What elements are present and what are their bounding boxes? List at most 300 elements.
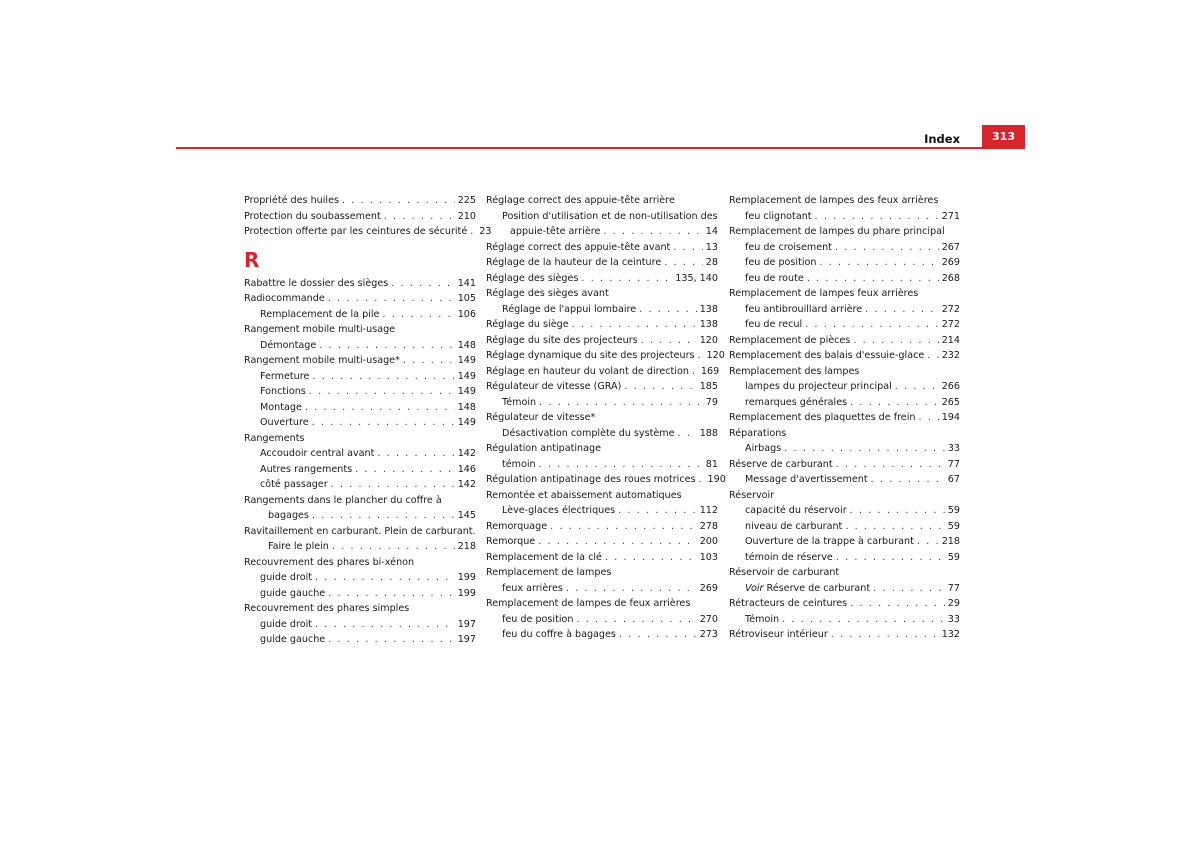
index-subentry (729, 503, 960, 519)
entry-label: capacité du réservoir (745, 505, 847, 516)
index-subentry (244, 539, 476, 555)
index-entry (244, 601, 476, 617)
dot-leader (918, 410, 938, 426)
entry-page-ref: 59 (947, 520, 960, 532)
entry-page-ref: 218 (941, 536, 960, 547)
entry-label: Accoudoir central avant (260, 448, 375, 459)
dot-leader (581, 271, 672, 287)
index-entry (486, 317, 718, 333)
entry-page-ref: 138 (699, 319, 718, 330)
entry-label: Remplacement de lampes du phare principal (729, 226, 945, 237)
index-subentry (486, 395, 718, 411)
dot-leader (871, 472, 945, 488)
dot-leader (403, 353, 455, 369)
index-entry (729, 410, 960, 426)
index-subentry (244, 338, 476, 354)
entry-page-ref: 148 (457, 401, 476, 413)
index-subentry (729, 395, 960, 411)
page-title: Index (924, 132, 960, 146)
index-subentry (486, 503, 718, 519)
dot-leader (312, 508, 455, 524)
entry-page-ref: 106 (457, 308, 476, 320)
entry-label: Réglage en hauteur du volant de direction (486, 365, 689, 377)
dot-leader (835, 240, 939, 256)
entry-page-ref: 138 (699, 303, 718, 315)
index-entry (486, 488, 718, 504)
section-letter: R (244, 247, 260, 272)
dot-leader (641, 333, 697, 349)
dot-leader (391, 276, 454, 292)
index-entry (244, 524, 476, 540)
entry-label: Remplacement de lampes des feux arrières (729, 195, 939, 206)
dot-leader (782, 612, 945, 628)
dot-leader (539, 457, 703, 473)
entry-label: Propriété des huiles (244, 195, 339, 206)
entry-label: feu antibrouillard arrière (745, 303, 863, 315)
entry-page-ref: 148 (457, 339, 476, 351)
entry-page-ref: 149 (457, 370, 476, 382)
entry-label: lampes du projecteur principal (745, 381, 892, 392)
entry-page-ref: 120 (699, 334, 718, 346)
entry-label: Remplacement des lampes (729, 365, 860, 377)
entry-page-ref: 269 (699, 582, 718, 594)
index-subentry (729, 472, 960, 488)
index-subentry (244, 508, 476, 524)
dot-leader (328, 586, 455, 602)
entry-prefix: Voir (745, 582, 764, 594)
entry-label: Lève-glaces électriques (502, 505, 616, 516)
entry-page-ref: 81 (705, 458, 718, 470)
index-subentry (729, 209, 960, 225)
entry-label: Réglage de la hauteur de la ceinture (486, 257, 662, 268)
entry-label: Rangements dans le plancher du coffre à (244, 494, 442, 506)
entry-label: Réglage de l'appui lombaire (502, 303, 637, 315)
index-entry (486, 596, 718, 612)
dot-leader (331, 477, 455, 493)
entry-label: témoin (502, 458, 536, 470)
entry-label: Rangement mobile multi-usage (244, 324, 396, 335)
dot-leader (873, 581, 945, 597)
index-subentry (729, 441, 960, 457)
entry-label: Réglage des sièges (486, 272, 579, 284)
entry-label: Rangements (244, 432, 305, 444)
index-entry (244, 291, 476, 307)
entry-page-ref: 197 (457, 618, 476, 630)
index-subentry (729, 550, 960, 566)
dot-leader (603, 224, 702, 240)
index-subentry (729, 519, 960, 535)
entry-label: feu de croisement (745, 241, 832, 253)
index-entry (729, 286, 960, 302)
entry-label: Rabattre le dossier des sièges (244, 277, 389, 289)
entry-label: feu de route (745, 272, 804, 284)
index-subentry (486, 457, 718, 473)
dot-leader (831, 627, 939, 643)
dot-leader (312, 369, 454, 385)
index-subentry (729, 317, 960, 333)
dot-leader (836, 550, 945, 566)
dot-leader (538, 534, 696, 550)
entry-label: Recouvrement des phares bi-xénon (244, 556, 415, 568)
index-entry (486, 193, 718, 209)
index-entry (729, 627, 960, 643)
dot-leader (382, 307, 454, 323)
entry-page-ref: 149 (457, 355, 476, 366)
entry-label: Réservoir (729, 489, 775, 501)
dot-leader (853, 333, 938, 349)
dot-leader (576, 612, 696, 628)
dot-leader (927, 348, 938, 364)
dot-leader (328, 291, 455, 307)
index-subentry (244, 400, 476, 416)
index-entry (244, 209, 476, 225)
index-entry (486, 379, 718, 395)
dot-leader (342, 193, 455, 209)
index-entry (244, 224, 492, 240)
entry-label: Régulateur de vitesse (GRA) (486, 381, 622, 392)
entry-page-ref: 120 (706, 350, 725, 361)
index-subentry (244, 415, 476, 431)
dot-leader (315, 570, 455, 586)
index-subentry (244, 617, 476, 633)
entry-page-ref: 214 (941, 334, 960, 346)
index-entry (244, 555, 476, 571)
entry-label: feu de position (745, 257, 817, 268)
entry-page-ref: 142 (457, 448, 476, 459)
index-subentry (729, 534, 960, 550)
dot-leader (845, 519, 944, 535)
entry-label: guide gauche (260, 587, 326, 599)
entry-label: Message d'avertissement (745, 474, 868, 485)
dot-leader (836, 457, 945, 473)
entry-page-ref: 23 (479, 226, 492, 237)
entry-page-ref: 14 (705, 226, 718, 237)
entry-page-ref: 13 (705, 241, 718, 253)
entry-page-ref: 278 (699, 520, 718, 532)
entry-label: Remplacement des balais d'essuie-glace (729, 350, 925, 361)
entry-page-ref: 145 (457, 510, 476, 521)
index-entry (729, 596, 960, 612)
entry-label: Remplacement de lampes (486, 567, 612, 578)
entry-page-ref: 169 (700, 365, 720, 377)
dot-leader (917, 534, 939, 550)
index-subentry (244, 570, 476, 586)
entry-label: Réglage du site des projecteurs (486, 334, 638, 346)
dot-leader (639, 302, 697, 318)
entry-label: Témoin (502, 396, 537, 408)
index-entry (729, 488, 960, 504)
index-entry (244, 276, 476, 292)
entry-page-ref: 77 (947, 582, 960, 594)
entry-label: Réparations (729, 427, 787, 439)
dot-leader (328, 632, 455, 648)
index-subentry (486, 302, 718, 318)
entry-label: témoin de réserve (745, 551, 833, 563)
entry-page-ref: 269 (941, 257, 960, 268)
dot-leader (618, 503, 697, 519)
index-entry (486, 534, 718, 550)
entry-label: Remontée et abaissement automatiques (486, 489, 682, 501)
entry-page-ref: 225 (457, 195, 476, 206)
entry-page-ref: 273 (699, 629, 718, 640)
header-rule (176, 147, 1025, 149)
dot-leader (384, 209, 455, 225)
index-entry (244, 193, 476, 209)
entry-page-ref: 270 (699, 613, 718, 625)
entry-page-ref: 190 (707, 474, 726, 485)
entry-page-ref: 265 (941, 396, 960, 408)
dot-leader (664, 255, 703, 271)
entry-page-ref: 185 (699, 381, 718, 392)
dot-leader (815, 209, 939, 225)
entry-label: Réservoir de carburant (729, 567, 840, 578)
entry-label: Réglage correct des appuie-tête arrière (486, 195, 675, 206)
entry-label: Rétracteurs de ceintures (729, 598, 848, 609)
index-entry (486, 286, 718, 302)
entry-page-ref: 146 (457, 463, 476, 475)
dot-leader (673, 240, 702, 256)
index-subentry (486, 627, 718, 643)
dot-leader (319, 338, 454, 354)
entry-page-ref: 267 (941, 241, 960, 253)
index-subentry (729, 302, 960, 318)
entry-label: Réglage dynamique du site des projecteurs (486, 350, 695, 361)
entry-label: Remplacement de pièces (729, 334, 851, 346)
dot-leader (470, 224, 476, 240)
index-subentry (729, 581, 960, 597)
dot-leader (619, 627, 697, 643)
entry-page-ref: 59 (947, 505, 960, 516)
entry-label: Ouverture de la trappe à carburant (745, 536, 914, 547)
entry-label: guide droit (260, 618, 312, 630)
index-entry (486, 550, 718, 566)
entry-label: Position d'utilisation et de non-utilisation des (502, 210, 718, 222)
entry-label: Fonctions (260, 386, 306, 397)
index-subentry (244, 307, 476, 323)
index-subentry (244, 632, 476, 648)
entry-label: feux arrières (502, 582, 563, 594)
entry-label: Remplacement de lampes de feux arrières (486, 598, 691, 609)
entry-page-ref: 194 (941, 412, 960, 423)
dot-leader (698, 348, 704, 364)
entry-page-ref: 33 (947, 613, 960, 625)
entry-label: remarques générales (745, 396, 848, 408)
index-subentry (244, 446, 476, 462)
entry-page-ref: 77 (947, 458, 960, 470)
entry-label: Protection du soubassement (244, 210, 381, 222)
entry-label: Désactivation complète du système (502, 427, 675, 439)
dot-leader (850, 503, 945, 519)
index-entry (729, 333, 960, 349)
index-subentry (729, 240, 960, 256)
index-entry (244, 353, 476, 369)
entry-page-ref: 59 (947, 551, 960, 563)
index-entry (486, 255, 718, 271)
dot-leader (312, 415, 455, 431)
entry-label: Remorque (486, 536, 536, 547)
entry-label: feu de position (502, 613, 574, 625)
index-entry (244, 493, 476, 509)
entry-page-ref: 218 (457, 541, 476, 552)
dot-leader (309, 384, 455, 400)
dot-leader (305, 400, 455, 416)
entry-label: Autres rangements (260, 463, 353, 475)
index-subentry (729, 255, 960, 271)
entry-label: Montage (260, 401, 302, 413)
index-subentry (244, 369, 476, 385)
dot-leader (624, 379, 696, 395)
entry-label: Démontage (260, 339, 317, 351)
index-subentry (486, 581, 718, 597)
entry-label: Remplacement des plaquettes de frein (729, 412, 916, 423)
dot-leader (332, 539, 455, 555)
entry-page-ref: 142 (457, 479, 476, 490)
entry-label: Régulation antipatinage (486, 443, 602, 454)
index-entry (486, 348, 725, 364)
index-entry (729, 364, 960, 380)
index-subentry (486, 612, 718, 628)
index-entry (729, 457, 960, 473)
dot-leader (805, 317, 939, 333)
entry-label: Recouvrement des phares simples (244, 603, 410, 614)
entry-label: Régulation antipatinage des roues motrices (486, 474, 696, 485)
entry-label: Airbags (745, 443, 782, 454)
index-entry (486, 271, 718, 287)
entry-page-ref: 105 (457, 293, 476, 304)
dot-leader (895, 379, 939, 395)
entry-label: Régulateur de vitesse* (486, 412, 596, 423)
index-column-3 (729, 193, 960, 643)
entry-label: Remplacement de la clé (486, 551, 602, 563)
index-subentry (244, 384, 476, 400)
dot-leader (850, 395, 939, 411)
entry-label: Protection offerte par les ceintures de sécurité (244, 226, 468, 237)
entry-page-ref: 272 (941, 303, 960, 315)
entry-label: Témoin (745, 613, 780, 625)
dot-leader (699, 472, 705, 488)
index-entry (729, 565, 960, 581)
entry-label: Réserve de carburant (729, 458, 833, 470)
index-entry (486, 565, 718, 581)
index-subentry (244, 462, 476, 478)
index-entry (486, 519, 718, 535)
entry-label: guide droit (260, 572, 312, 583)
entry-page-ref: 149 (457, 386, 476, 397)
index-entry (729, 193, 960, 209)
entry-label: niveau de carburant (745, 520, 843, 532)
entry-page-ref: 199 (457, 587, 476, 599)
entry-page-ref: 272 (941, 319, 960, 330)
entry-page-ref: 271 (941, 210, 960, 222)
entry-label: Remorquage (486, 520, 548, 532)
entry-page-ref: 232 (941, 350, 960, 361)
index-entry (729, 348, 960, 364)
entry-page-ref: 135, 140 (675, 272, 718, 284)
index-entry (486, 472, 726, 488)
entry-page-ref: 188 (699, 427, 718, 439)
entry-page-ref: 132 (941, 629, 960, 640)
index-entry (244, 322, 476, 338)
entry-page-ref: 149 (457, 417, 476, 428)
index-subentry (729, 612, 960, 628)
entry-label: Réglage des sièges avant (486, 288, 609, 299)
entry-label (745, 581, 870, 597)
dot-leader (784, 441, 945, 457)
index-entry (729, 426, 960, 442)
entry-label: Fermeture (260, 370, 310, 382)
entry-label: bagages (268, 510, 309, 521)
entry-page-ref: 29 (947, 598, 960, 609)
entry-label: Radiocommande (244, 293, 325, 304)
index-entry (486, 240, 718, 256)
index-entry (486, 441, 718, 457)
dot-leader (572, 317, 697, 333)
dot-leader (850, 596, 945, 612)
entry-label: Remplacement de la pile (260, 308, 380, 320)
index-entry (244, 431, 476, 447)
entry-page-ref: 103 (699, 551, 718, 563)
entry-page-ref: 199 (457, 572, 476, 583)
entry-label: appuie-tête arrière (510, 226, 601, 237)
entry-label-text: Réserve de carburant (766, 582, 871, 594)
entry-label: Faire le plein (268, 541, 329, 552)
dot-leader (819, 255, 938, 271)
dot-leader (550, 519, 697, 535)
dot-leader (692, 364, 698, 380)
dot-leader (566, 581, 697, 597)
entry-label: feu du coffre à bagages (502, 629, 616, 640)
index-subentry (486, 426, 718, 442)
entry-label: côté passager (260, 479, 328, 490)
index-subentry (729, 271, 960, 287)
entry-page-ref: 210 (457, 210, 476, 222)
entry-label: guide gauche (260, 634, 326, 645)
entry-page-ref: 197 (457, 634, 476, 645)
dot-leader (807, 271, 939, 287)
index-entry (729, 224, 960, 240)
entry-label: Ouverture (260, 417, 309, 428)
dot-leader (865, 302, 939, 318)
entry-page-ref: 28 (705, 257, 718, 268)
index-subentry (244, 477, 476, 493)
dot-leader (355, 462, 455, 478)
page-number-badge: 313 (982, 125, 1025, 148)
index-column-2 (486, 193, 726, 643)
index-entry (486, 333, 718, 349)
entry-label: Rangement mobile multi-usage* (244, 355, 400, 366)
entry-label: Ravitaillement en carburant. Plein de carburant. (244, 525, 476, 537)
entry-label: feu clignotant (745, 210, 812, 222)
index-subentry (486, 224, 718, 240)
dot-leader (678, 426, 697, 442)
entry-page-ref: 268 (941, 272, 960, 284)
index-entry (486, 410, 718, 426)
dot-leader (605, 550, 697, 566)
entry-label: feu de recul (745, 319, 803, 330)
entry-page-ref: 112 (699, 505, 718, 516)
entry-page-ref: 200 (699, 536, 718, 547)
entry-label: Réglage correct des appuie-tête avant (486, 241, 671, 253)
index-subentry (244, 586, 476, 602)
index-entry (486, 364, 718, 380)
entry-label: Remplacement de lampes feux arrières (729, 288, 919, 299)
entry-page-ref: 79 (705, 396, 718, 408)
entry-page-ref: 266 (941, 381, 960, 392)
index-column-1 (244, 193, 492, 648)
entry-page-ref: 141 (457, 277, 476, 289)
entry-label: Rétroviseur intérieur (729, 629, 828, 640)
dot-leader (539, 395, 703, 411)
